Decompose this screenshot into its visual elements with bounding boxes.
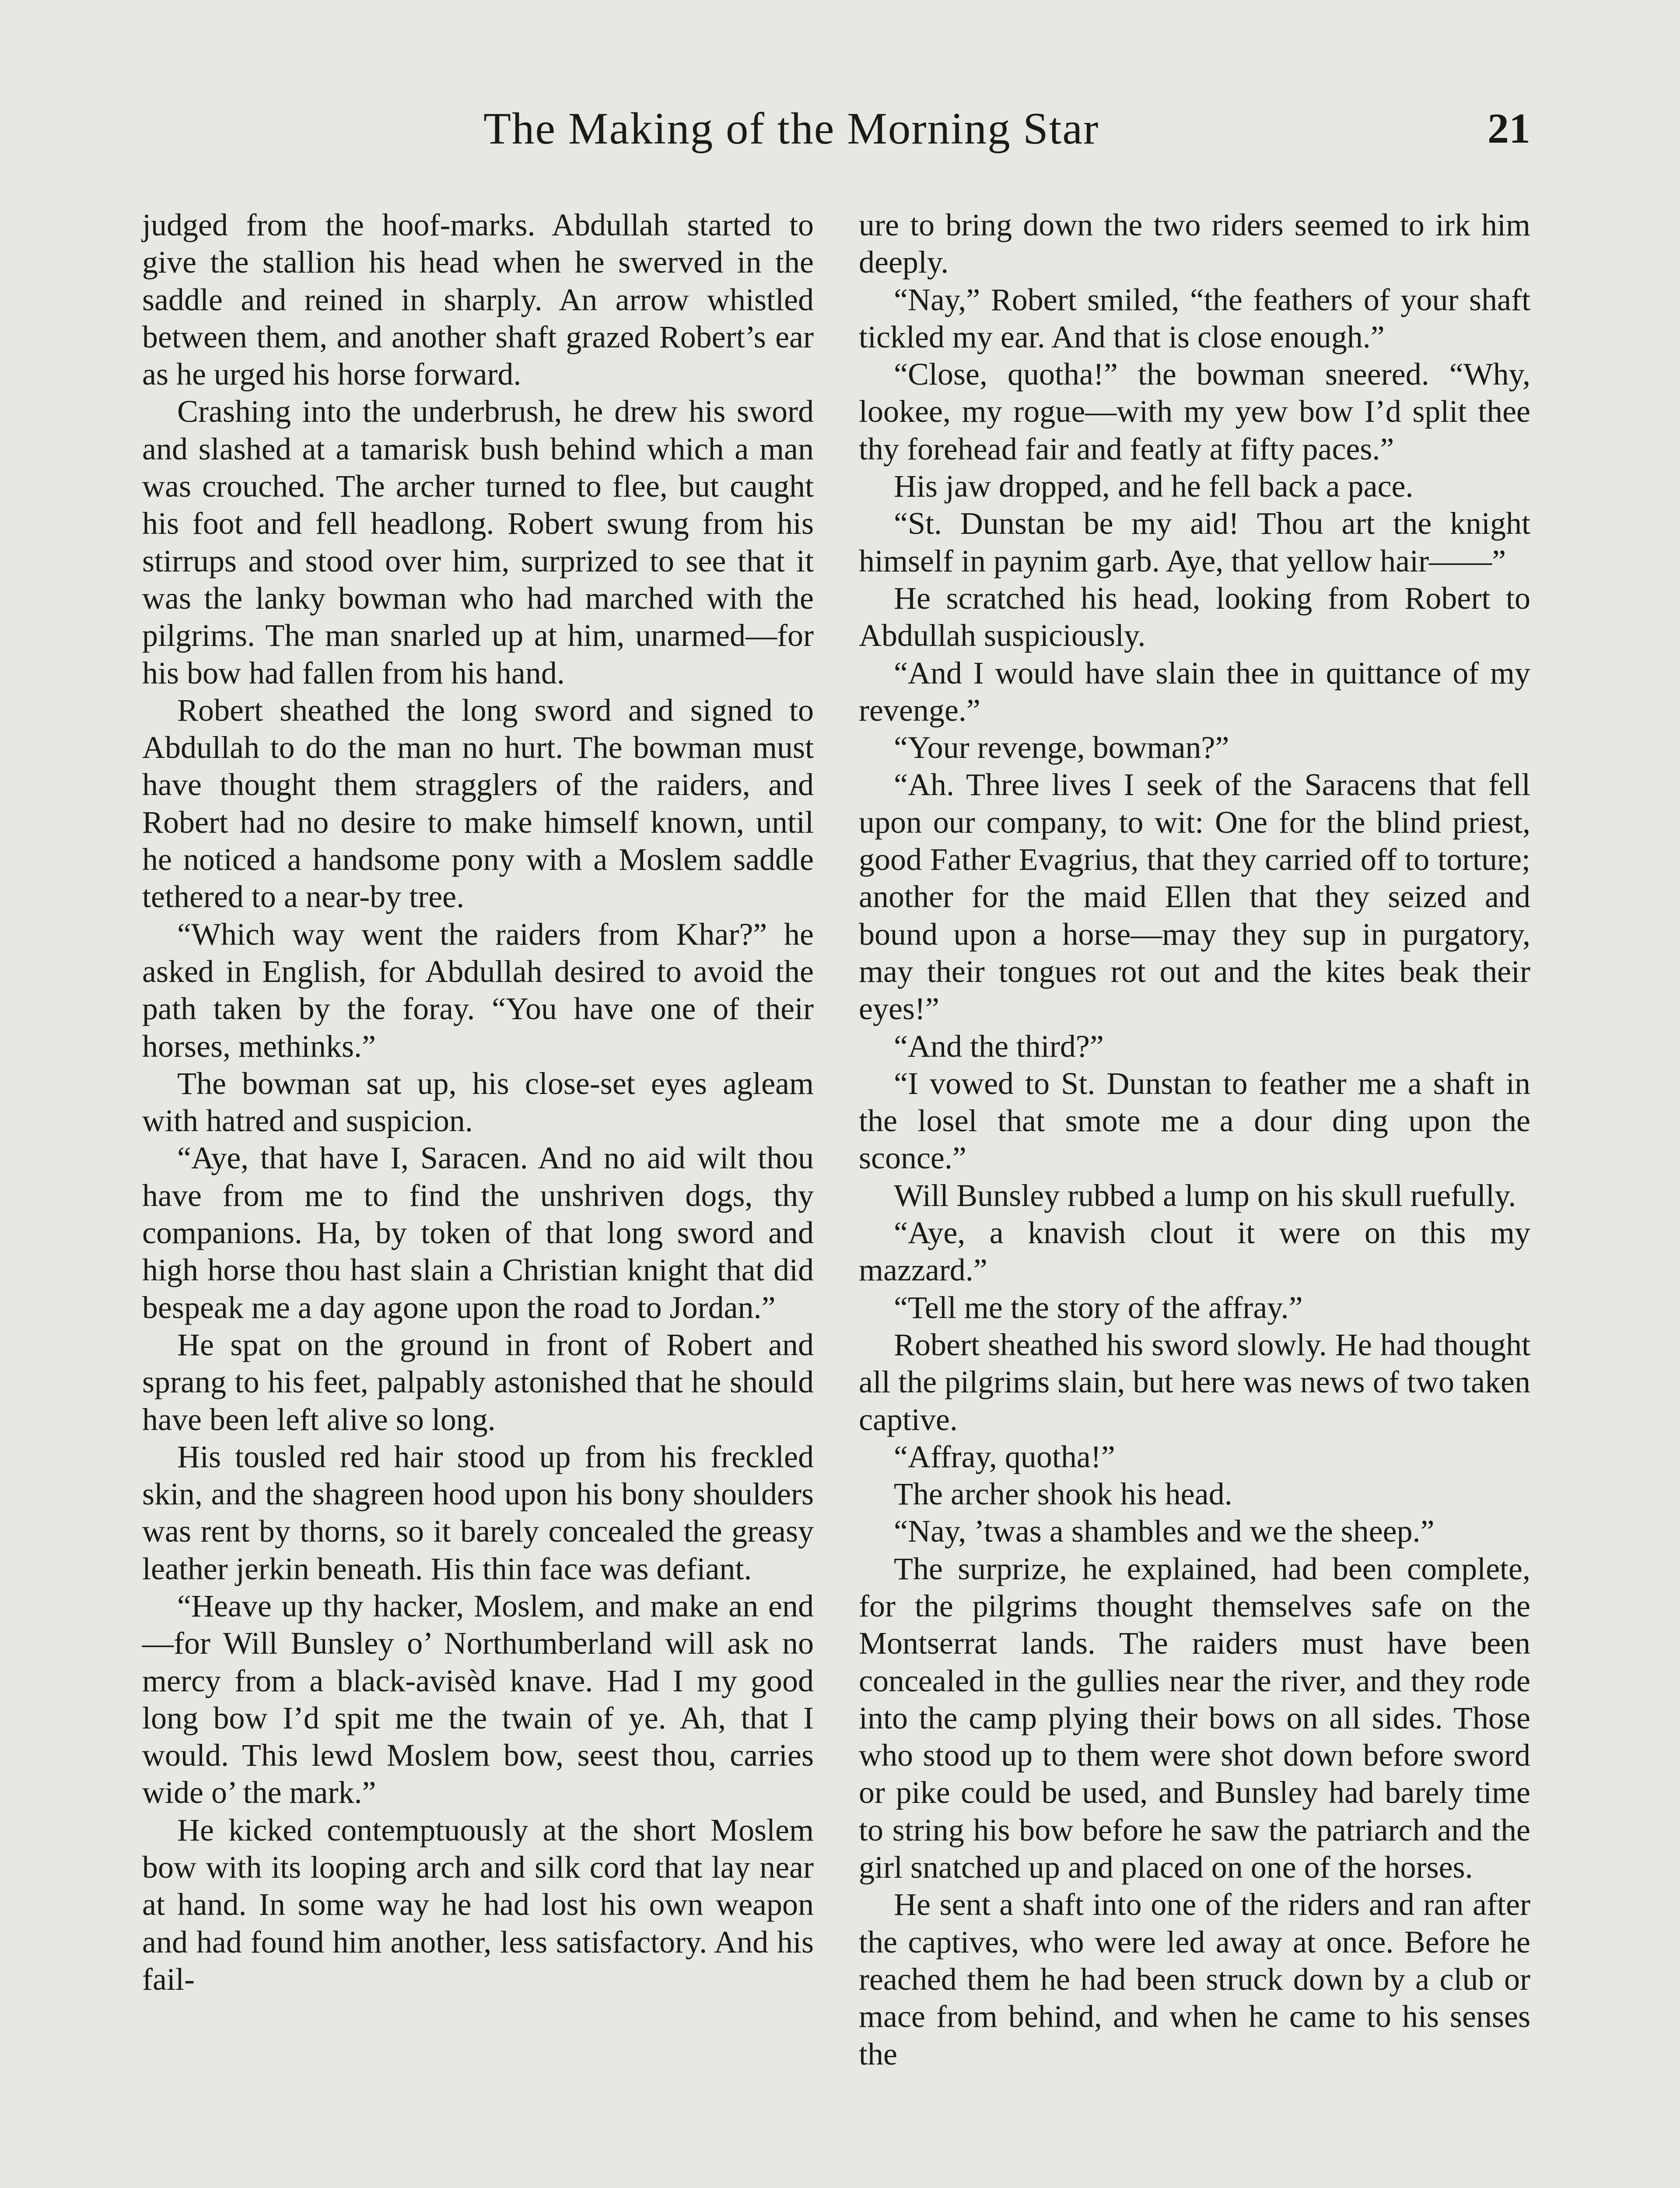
paragraph: He sent a shaft into one of the riders and ran after the captives, who were led away at once. Before he reached them he had been struck down by a club or mace from behind, and when he came to his senses the [859,1887,1530,2072]
paragraph: “I vowed to St. Dunstan to feather me a shaft in the losel that smote me a dour ding upon the sconce.” [859,1066,1530,1176]
paragraph: “Your revenge, bowman?” [894,730,1229,765]
right-column [859,207,1530,2073]
paragraph: “Which way went the raiders from Khar?” he asked in English, for Abdullah desired to avoid the path taken by the foray. “You have one of their horses, methinks.” [142,916,814,1064]
paragraph: The bowman sat up, his close-set eyes agleam with hatred and suspicion. [142,1066,814,1139]
paragraph: Robert sheathed his sword slowly. He had thought all the pilgrims slain, but here was news of two taken captive. [859,1327,1530,1437]
paragraph: “Nay, ’twas a shambles and we the sheep.” [894,1514,1435,1549]
paragraph: “Tell me the story of the affray.” [894,1290,1303,1325]
paragraph: “Affray, quotha!” [894,1439,1115,1474]
paragraph: He kicked contemptuously at the short Moslem bow with its looping arch and silk cord that lay near at hand. In some way he had lost his own weapon and had found him another, less satisfactory. And his fail- [142,1812,814,1997]
paragraph: “Nay,” Robert smiled, “the feathers of your shaft tickled my ear. And that is close enough.” [859,282,1530,354]
paragraph: ure to bring down the two riders seemed to irk him deeply. [859,207,1530,280]
paragraph: “Aye, a knavish clout it were on this my mazzard.” [859,1215,1530,1288]
paragraph: The archer shook his head. [894,1476,1232,1512]
paragraph: Will Bunsley rubbed a lump on his skull ruefully. [894,1178,1516,1213]
paragraph: “And I would have slain thee in quittance of my revenge.” [859,655,1530,728]
paragraph: He spat on the ground in front of Robert and sprang to his feet, palpably astonished that he should have been left alive so long. [142,1327,814,1437]
left-column [142,207,814,1998]
paragraph: The surprize, he explained, had been complete, for the pilgrims thought themselves safe on the Montserrat lands. The raiders must have been concealed in the gullies near the river, and they rode into the camp plying their bows on all sides. Those who stood up to them were shot down before sword or pike could be used, and Bunsley had barely time to string his bow before he saw the patriarch and the girl snatched up and placed on one of the horses. [859,1551,1530,1885]
page-number: 21 [1488,105,1530,152]
paragraph: “Close, quotha!” the bowman sneered. “Why, lookee, my rogue—with my yew bow I’d split thee thy forehead fair and featly at fifty paces.” [859,357,1530,466]
paragraph: His tousled red hair stood up from his freckled skin, and the shagreen hood upon his bony shoulders was rent by thorns, so it barely concealed the greasy leather jerkin beneath. His thin face was defiant. [142,1439,814,1586]
paragraph: His jaw dropped, and he fell back a pace. [894,469,1414,504]
paragraph: He scratched his head, looking from Robert to Abdullah suspiciously. [859,580,1530,653]
paragraph: “St. Dunstan be my aid! Thou art the knight himself in paynim garb. Aye, that yellow hair——” [859,506,1530,579]
paragraph: “Ah. Three lives I seek of the Saracens that fell upon our company, to wit: One for the blind priest, good Father Evagrius, that they carried off to torture; another for the maid Ellen that they seized and bound upon a horse—may they sup in purgatory, may their tongues rot out and the kites beak their eyes!” [859,767,1530,1027]
paragraph: “Aye, that have I, Saracen. And no aid wilt thou have from me to find the unshriven dogs, thy companions. Ha, by token of that long sword and high horse thou hast slain a Christian knight that did bespeak me a day agone upon the road to Jordan.” [142,1140,814,1325]
running-title: The Making of the Morning Star [483,104,1099,154]
paragraph: “And the third?” [894,1028,1104,1064]
paragraph: judged from the hoof-marks. Abdullah started to give the stallion his head when he swerved in the saddle and reined in sharply. An arrow whistled between them, and another shaft grazed Robert’s ear as he urged his horse forward. [142,207,814,392]
paragraph: Crashing into the underbrush, he drew his sword and slashed at a tamarisk bush behind which a man was crouched. The archer turned to flee, but caught his foot and fell headlong. Robert swung from his stirrups and stood over him, surprized to see that it was the lanky bowman who had marched with the pilgrims. The man snarled up at him, unarmed—for his bow had fallen from his hand. [142,394,814,691]
paragraph: “Heave up thy hacker, Moslem, and make an end—for Will Bunsley o’ Northumberland will ask no mercy from a black-avisèd knave. Had I my good long bow I’d spit me the twain of ye. Ah, that I would. This lewd Moslem bow, seest thou, carries wide o’ the mark.” [142,1588,814,1810]
paragraph: Robert sheathed the long sword and signed to Abdullah to do the man no hurt. The bowman must have thought them stragglers of the raiders, and Robert had no desire to make himself known, until he noticed a handsome pony with a Moslem saddle tethered to a near-by tree. [142,692,814,915]
page-header [0,0,1680,184]
